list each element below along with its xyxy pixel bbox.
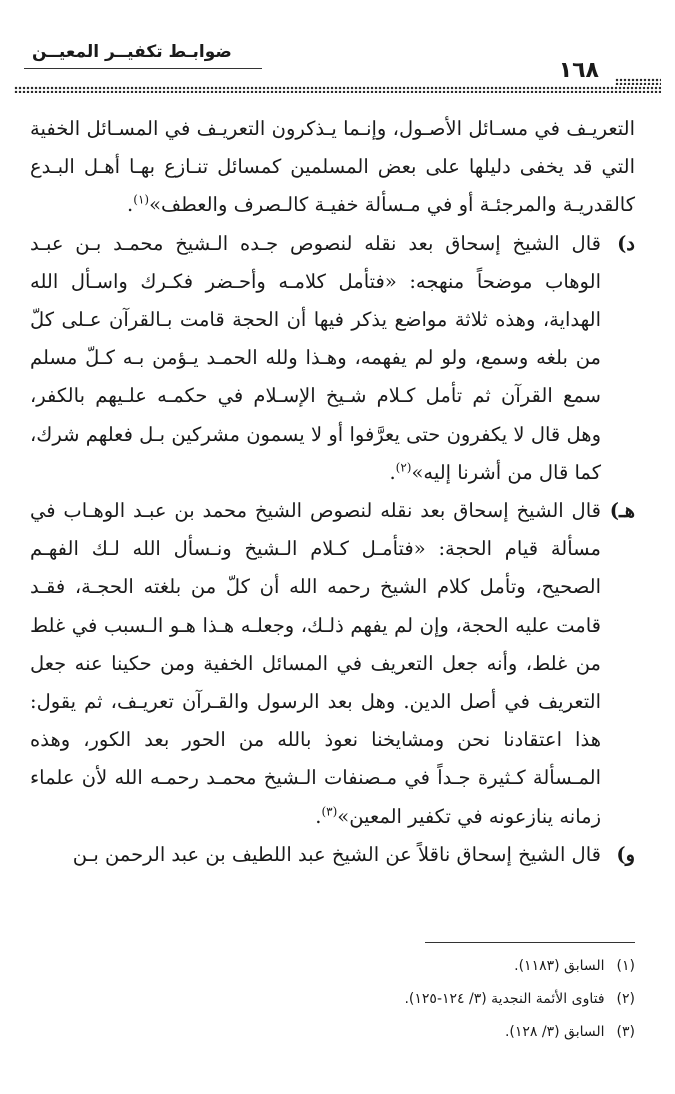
footnote: [160, 950, 635, 983]
footnote-separator: [425, 942, 635, 943]
footnotes: [160, 950, 635, 1049]
paragraph: التعريـف في مسـائل الأصـول، وإنـما يـذكرون التعريـف في المسـائل الخفية التي قد يخفى دليلها على بعض المسلمين كمسائل تنـازع بهـا أهـل البـدع كالقدريـة والمرجئـة أو في مـسألة خفيـة كالـصرف والعطف»$^{(١)}$.: [30, 117, 635, 217]
page-number-ornament: [615, 78, 661, 85]
footnote-text: فتاوى الأئمة النجدية (٣/ ١٢٤-١٢٥).: [404, 991, 605, 1007]
footnote-ref: (١): [133, 192, 150, 207]
footnote: [160, 1016, 635, 1049]
footnote-number: (٢): [616, 991, 635, 1007]
item-marker: د): [617, 231, 635, 255]
footnote-number: (٣): [616, 1024, 635, 1040]
footnote: [160, 983, 635, 1016]
paragraph-text: التعريـف في مسـائل الأصـول، وإنـما يـذكرون التعريـف في المسـائل الخفية التي قد يخفى دليلها على بعض المسلمين كمسائل تنـازع بهـا أهـل البـدع كالقدريـة والمرجئـة أو في مـسألة خفيـة كالـصرف والعطف»: [30, 117, 635, 217]
list-item: هـ) قال الشيخ إسحاق بعد نقله لنصوص الشيخ محمد بن عبـد الوهـاب في مسألة قيام الحجة: «فتأمـل كـلام الـشيخ ونـسأل الله لـك الفهـم الصحيح، وتأمل كلام الشيخ رحمه الله أن كلّ من بلغته الحجـة، فقـد قامت عليه الحجة، وإن لم يفهم ذلـك، وجعلـه هـذا هـو الـسبب في غلط من غلط، وأنه جعل التعريف في المسائل الخفية ومن حكينا عنه جعل التعريف في أصل الدين. وهل بعد الرسول والقـرآن تعريـف، ثم يقول: هذا اعتقادنا نحن ومشايخنا نعوذ بالله من الحور بعد الكور، وهذه المـسألة كـثيرة جـداً في مـصنفات الـشيخ محمـد رحمـه الله لأن علماء زمانه ينازعونه في تكفير المعين»$^{(٣)}$.: [30, 492, 635, 836]
footnote-text: السابق (٣/ ١٢٨).: [504, 1024, 605, 1040]
list-item: [30, 836, 635, 874]
page-header: [14, 38, 661, 93]
footnote-ref: (٢): [395, 460, 412, 475]
footnote-number: (١): [616, 958, 635, 974]
title-underline: [24, 68, 262, 69]
page-number: ١٦٨: [558, 58, 599, 83]
main-text: [30, 110, 635, 874]
item-marker: و): [616, 842, 635, 866]
item-text: قال الشيخ إسحاق بعد نقله لنصوص الشيخ محمد بن عبـد الوهـاب في مسألة قيام الحجة: «فتأمـل كـلام الـشيخ ونـسأل الله لـك الفهـم الصحيح، وتأمل كلام الشيخ رحمه الله أن كلّ من بلغته الحجـة، فقـد قامت عليه الحجة، وإن لم يفهم ذلـك، وجعلـه هـذا هـو الـسبب في غلط من غلط، وأنه جعل التعريف في المسائل الخفية ومن حكينا عنه جعل التعريف في أصل الدين. وهل بعد الرسول والقـرآن تعريـف، ثم يقول: هذا اعتقادنا نحن ومشايخنا نعوذ بالله من الحور بعد الكور، وهذه المـسألة كـثيرة جـداً في مـصنفات الـشيخ محمـد رحمـه الله لأن علماء زمانه ينازعونه في تكفير المعين»: [30, 499, 601, 828]
footnote-text: السابق (١١٨٣).: [514, 958, 605, 974]
item-text: قال الشيخ إسحاق ناقلاً عن الشيخ عبد اللطيف بن عبد الرحمن بـن: [72, 842, 601, 866]
list-item: د) قال الشيخ إسحاق بعد نقله لنصوص جـده الـشيخ محمـد بـن عبـد الوهاب موضحاً منهجه: «فتأمل كلامـه وأحـضر فكـرك واسـأل الله الهداية، وهذه ثلاثة مواضع يذكر فيها أن الحجة قامت بـالقرآن عـلى كلّ من بلغه وسمع، ولو لم يفهمه، وهـذا ولله الحمـد يـؤمن بـه كـلّ مسلم سمع القرآن ثم تأمل كـلام شـيخ الإسـلام في حكمـه علـيهم بالكفر، وهل قال لا يكفرون حتى يعرَّفوا أو لا يسمون مشركين بـل فعلهم شرك، كما قال من أشرنا إليه»$^{(٢)}$.: [30, 225, 635, 492]
item-text: قال الشيخ إسحاق بعد نقله لنصوص جـده الـشيخ محمـد بـن عبـد الوهاب موضحاً منهجه: «فتأمل كلامـه وأحـضر فكـرك واسـأل الله الهداية، وهذه ثلاثة مواضع يذكر فيها أن الحجة قامت بـالقرآن عـلى كلّ من بلغه وسمع، ولو لم يفهمه، وهـذا ولله الحمـد يـؤمن بـه كـلّ مسلم سمع القرآن ثم تأمل كـلام شـيخ الإسـلام في حكمـه علـيهم بالكفر، وهل قال لا يكفرون حتى يعرَّفوا أو لا يسمون مشركين بـل فعلهم شرك، كما قال من أشرنا إليه»: [30, 231, 601, 484]
running-title: ضوابـط تكفيــر المعيــن: [32, 42, 232, 62]
item-marker: هـ): [609, 499, 635, 523]
footnote-ref: (٣): [321, 804, 338, 819]
header-ornament-rule: [14, 86, 661, 93]
